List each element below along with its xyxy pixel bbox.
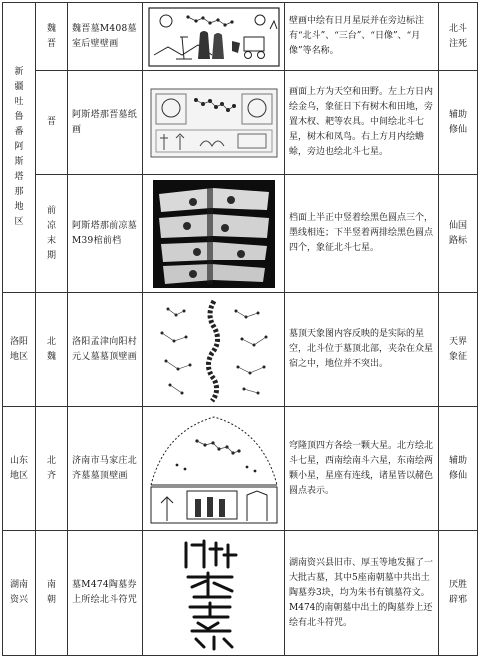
paper-painting-icon <box>150 88 278 158</box>
source-cell: 阿斯塔那晋墓纸画 <box>68 71 143 175</box>
coffin-panel-photo-icon <box>153 180 275 288</box>
description-cell: 墓顶天象图内容反映的是实际的星空，北斗位于墓顶北部，夹杂在众星宿之中，地位并不突出。 <box>285 293 439 407</box>
table-row <box>3 531 478 656</box>
source-cell: 魏晋墓M408墓室后壁壁画 <box>68 3 143 71</box>
meaning-cell: 北斗注死 <box>439 3 478 71</box>
image-cell <box>143 3 285 71</box>
source-cell: 洛阳孟津向阳村元乂墓墓顶壁画 <box>68 293 143 407</box>
description-cell: 湖南资兴县旧市、厚玉等地发掘了一大批古墓，其中5座南朝墓中共出土陶墓券3块，均为朱书有镇墓符文。M474的南朝墓中出土的陶墓券上还绘有北斗符咒。 <box>285 531 439 656</box>
table-row <box>3 3 478 71</box>
image-cell <box>143 531 285 656</box>
period-cell: 北齐 <box>36 407 68 531</box>
table-row <box>3 293 478 407</box>
meaning-cell: 辅助修仙 <box>439 407 478 531</box>
dome-ceiling-icon <box>147 411 281 527</box>
period-cell: 魏晋 <box>36 3 68 71</box>
source-cell: 墓M474陶墓券上所绘北斗符咒 <box>68 531 143 656</box>
meaning-cell: 天界象征 <box>439 293 478 407</box>
description-cell: 穹隆顶四方各绘一颗大星。北方绘北斗七星，西南绘南斗六星，东南绘两颗小星，星座有连线，诸星皆以赭色圆点表示。 <box>285 407 439 531</box>
image-cell <box>143 293 285 407</box>
description-cell: 壁画中绘有日月星辰并在旁边标注有“北斗”、“三台”、“日像”、“月像”等名称。 <box>285 3 439 71</box>
meaning-cell: 厌胜辟邪 <box>439 531 478 656</box>
table-row <box>3 175 478 293</box>
table-row <box>3 71 478 175</box>
period-cell: 南朝 <box>36 531 68 656</box>
description-cell: 档面上半正中竖着绘黑色圆点三个，墨线相连；下半竖着两排绘黑色圆点四个，象征北斗七星。 <box>285 175 439 293</box>
description-cell: 画面上方为天空和田野。左上方日内绘金乌，象征日下有树木和田地，旁置木杈、耙等农具。中间绘北斗七星，树木和凤鸟。右上方月内绘蟾蜍，旁边也绘北斗七星。 <box>285 71 439 175</box>
star-map-icon <box>148 297 280 403</box>
star-table <box>2 2 478 656</box>
region-cell: 新疆吐鲁番阿斯塔那地区 <box>3 3 36 293</box>
meaning-cell: 仙国路标 <box>439 175 478 293</box>
region-cell: 湖南资兴 <box>3 531 36 656</box>
period-cell: 前凉末期 <box>36 175 68 293</box>
region-cell: 山东地区 <box>3 407 36 531</box>
image-cell <box>143 71 285 175</box>
image-cell <box>143 407 285 531</box>
mural-drawing-icon <box>148 7 280 67</box>
source-cell: 阿斯塔那前凉墓M39棺前档 <box>68 175 143 293</box>
region-cell: 洛阳地区 <box>3 293 36 407</box>
period-cell: 北魏 <box>36 293 68 407</box>
period-cell: 晋 <box>36 71 68 175</box>
talisman-icon <box>174 535 254 651</box>
source-cell: 济南市马家庄北齐墓墓顶壁画 <box>68 407 143 531</box>
meaning-cell: 辅助修仙 <box>439 71 478 175</box>
image-cell <box>143 175 285 293</box>
table-row <box>3 407 478 531</box>
